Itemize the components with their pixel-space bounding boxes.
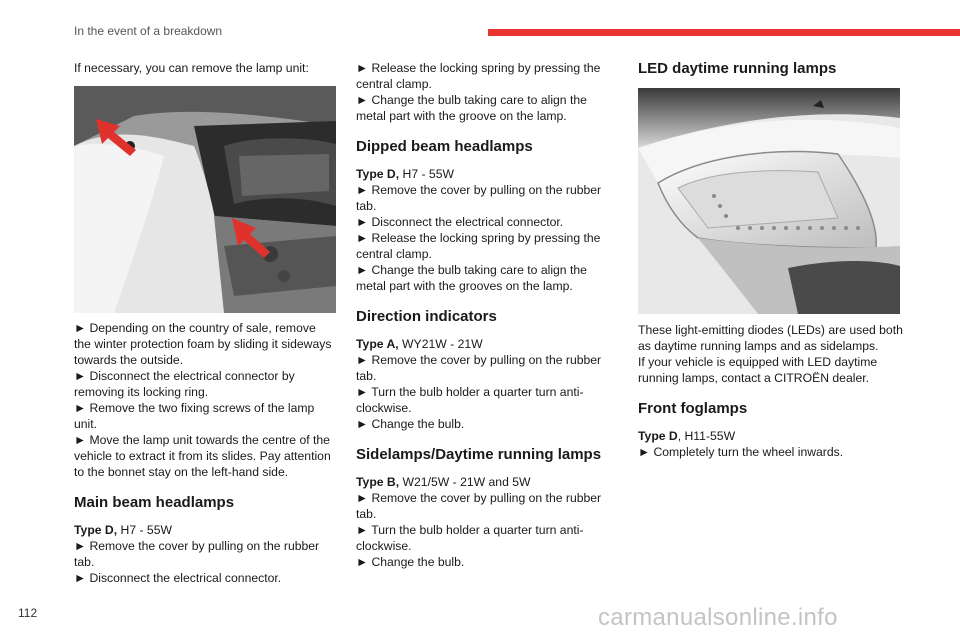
dipped-step-1: ► Remove the cover by pulling on the rubber tab. — [356, 182, 608, 214]
cont-step-1: ► Release the locking spring by pressing the central clamp. — [356, 60, 608, 92]
step-remove-foam: ► Depending on the country of sale, remove the winter protection foam by sliding it sideways towards the outside. — [74, 320, 336, 368]
page-number: 112 — [18, 606, 38, 620]
watermark: carmanualsonline.info — [598, 604, 838, 631]
led-dealer-note: If your vehicle is equipped with LED daytime running lamps, contact a CITROËN dealer. — [638, 355, 878, 385]
sidelamps-step-2: ► Turn the bulb holder a quarter turn anti-clockwise. — [356, 522, 608, 554]
direction-step-3: ► Change the bulb. — [356, 416, 608, 432]
engine-bay-figure — [74, 86, 336, 313]
main-beam-step-2: ► Disconnect the electrical connector. — [74, 570, 336, 586]
led-description: These light-emitting diodes (LEDs) are used both as daytime running lamps and as sidelamps. — [638, 323, 903, 353]
sidelamps-heading: Sidelamps/Daytime running lamps — [356, 446, 602, 463]
front-foglamps-heading: Front foglamps — [638, 400, 748, 417]
foglamps-step-1: ► Completely turn the wheel inwards. — [638, 444, 910, 460]
main-beam-type: Type D, H7 - 55W — [74, 523, 172, 537]
main-beam-heading: Main beam headlamps — [74, 494, 235, 511]
led-headlamp-figure — [638, 88, 900, 314]
sidelamps-type: Type B, W21/5W - 21W and 5W — [356, 475, 531, 489]
sidelamps-step-3: ► Change the bulb. — [356, 554, 608, 570]
intro-text: If necessary, you can remove the lamp unit: — [74, 61, 309, 75]
dipped-beam-type: Type D, H7 - 55W — [356, 167, 454, 181]
dipped-beam-heading: Dipped beam headlamps — [356, 138, 533, 155]
led-heading: LED daytime running lamps — [638, 60, 837, 77]
header-accent-bar — [488, 29, 960, 36]
direction-step-2: ► Turn the bulb holder a quarter turn anti-clockwise. — [356, 384, 608, 416]
step-disconnect-connector: ► Disconnect the electrical connector by removing its locking ring. — [74, 368, 336, 400]
direction-step-1: ► Remove the cover by pulling on the rubber tab. — [356, 352, 608, 384]
direction-indicators-type: Type A, WY21W - 21W — [356, 337, 483, 351]
column-left — [74, 60, 336, 586]
step-remove-screws: ► Remove the two fixing screws of the lamp unit. — [74, 400, 336, 432]
section-title: In the event of a breakdown — [74, 24, 223, 38]
direction-indicators-heading: Direction indicators — [356, 308, 497, 325]
dipped-step-4: ► Change the bulb taking care to align the metal part with the grooves on the lamp. — [356, 262, 608, 294]
cont-step-2: ► Change the bulb taking care to align the metal part with the groove on the lamp. — [356, 92, 608, 124]
sidelamps-step-1: ► Remove the cover by pulling on the rubber tab. — [356, 490, 608, 522]
dipped-step-2: ► Disconnect the electrical connector. — [356, 214, 608, 230]
main-beam-step-1: ► Remove the cover by pulling on the rubber tab. — [74, 538, 336, 570]
step-move-lamp-unit: ► Move the lamp unit towards the centre of the vehicle to extract it from its slides. Pay attention to the bonnet stay on the left-hand side. — [74, 432, 336, 480]
front-foglamps-type: Type D, H11-55W — [638, 429, 736, 443]
dipped-step-3: ► Release the locking spring by pressing the central clamp. — [356, 230, 608, 262]
column-right — [638, 60, 910, 460]
column-middle — [356, 60, 608, 570]
